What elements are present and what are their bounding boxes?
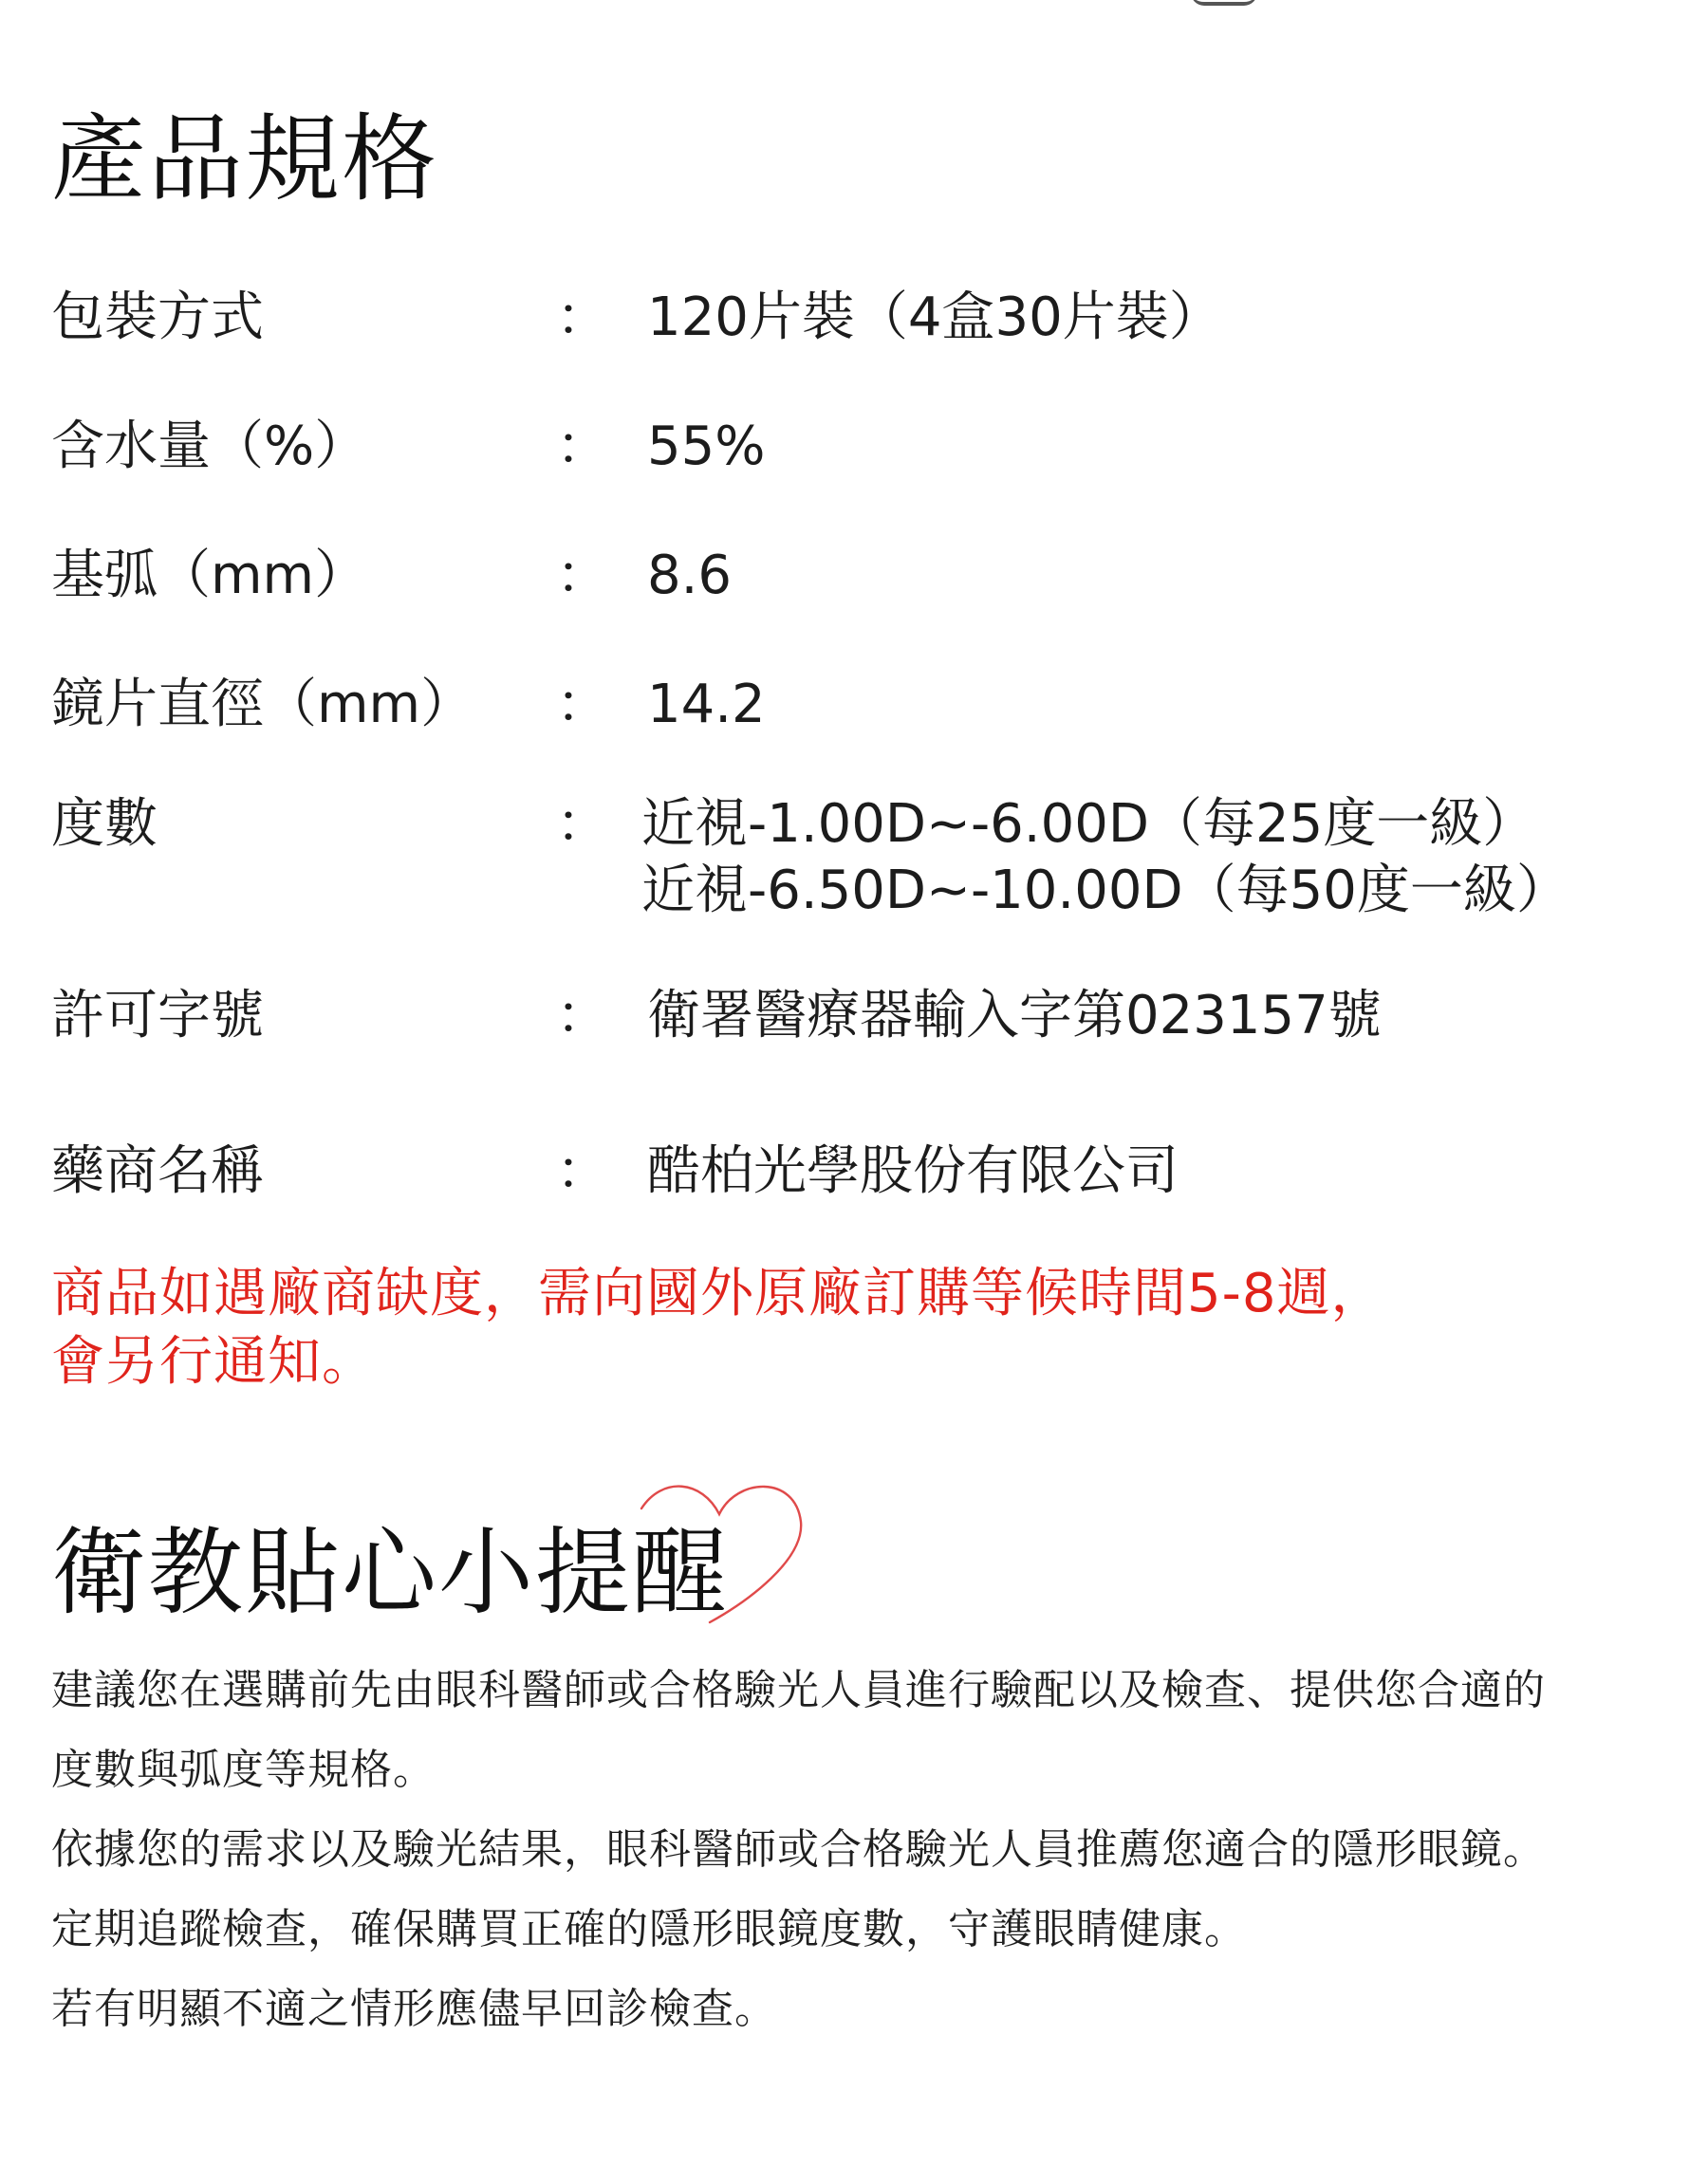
spec-value xyxy=(647,543,732,609)
tips-list xyxy=(51,1651,1664,2049)
spec-label: 藥商名稱 xyxy=(51,1140,264,1202)
spec-row-license xyxy=(51,983,1664,1087)
spec-separator: ： xyxy=(556,416,609,477)
top-decoration xyxy=(1191,0,1257,6)
spec-label: 許可字號 xyxy=(51,985,264,1046)
spec-row-power xyxy=(51,791,1664,934)
spec-label: 鏡片直徑（mm） xyxy=(51,674,474,735)
spec-row-water-content xyxy=(51,414,1664,518)
tip-line: 建議您在選購前先由眼科醫師或合格驗光人員進行驗配以及檢查、提供您合適的 xyxy=(51,1666,1546,1714)
tip-line: 定期追蹤檢查，確保購買正確的隱形眼鏡度數，守護眼睛健康。 xyxy=(51,1905,1247,1953)
spec-row-base-curve xyxy=(51,543,1664,647)
spec-label: 度數 xyxy=(51,793,158,855)
notice-line: 會另行通知。 xyxy=(51,1331,376,1393)
spec-separator: ： xyxy=(556,287,609,348)
notice-line: 商品如遇廠商缺度，需向國外原廠訂購等候時間5-8週， xyxy=(51,1263,1385,1324)
spec-value xyxy=(647,1138,1179,1205)
spec-value-line: 14.2 xyxy=(647,674,766,735)
spec-separator: ： xyxy=(556,674,609,735)
spec-row-packaging xyxy=(51,285,1664,389)
spec-value-line: 8.6 xyxy=(647,545,733,606)
spec-value xyxy=(647,672,766,738)
tips-section-title: 衛教貼心小提醒 xyxy=(51,1517,729,1628)
spec-label: 基弧（mm） xyxy=(51,545,368,606)
spec-separator: ： xyxy=(556,793,609,855)
spec-value-line: 近視-1.00D~-6.00D（每25度一級） xyxy=(641,793,1536,855)
spec-separator: ： xyxy=(556,985,609,1046)
spec-row-distributor xyxy=(51,1138,1664,1243)
spec-value xyxy=(647,285,1222,351)
spec-separator: ： xyxy=(556,1140,609,1202)
spec-section-title: 產品規格 xyxy=(51,103,438,214)
spec-value-line: 120片裝（4盒30片裝） xyxy=(647,287,1222,348)
spec-value xyxy=(641,791,1569,924)
spec-value xyxy=(647,983,1382,1049)
tip-line: 依據您的需求以及驗光結果，眼科醫師或合格驗光人員推薦您適合的隱形眼鏡。 xyxy=(51,1825,1546,1874)
spec-row-diameter xyxy=(51,672,1664,776)
spec-separator: ： xyxy=(556,545,609,606)
spec-value-line: 近視-6.50D~-10.00D（每50度一級） xyxy=(641,860,1569,921)
spec-label: 包裝方式 xyxy=(51,287,264,348)
spec-value xyxy=(647,414,765,480)
spec-value-line: 55% xyxy=(647,416,766,477)
tip-line: 若有明顯不適之情形應儘早回診檢查。 xyxy=(51,1985,777,2033)
stock-notice xyxy=(51,1260,1617,1397)
spec-value-line: 衛署醫療器輸入字第023157號 xyxy=(647,985,1382,1046)
tip-line: 度數與弧度等規格。 xyxy=(51,1746,436,1794)
spec-value-line: 酷柏光學股份有限公司 xyxy=(647,1140,1179,1202)
spec-label: 含水量（%） xyxy=(51,416,368,477)
